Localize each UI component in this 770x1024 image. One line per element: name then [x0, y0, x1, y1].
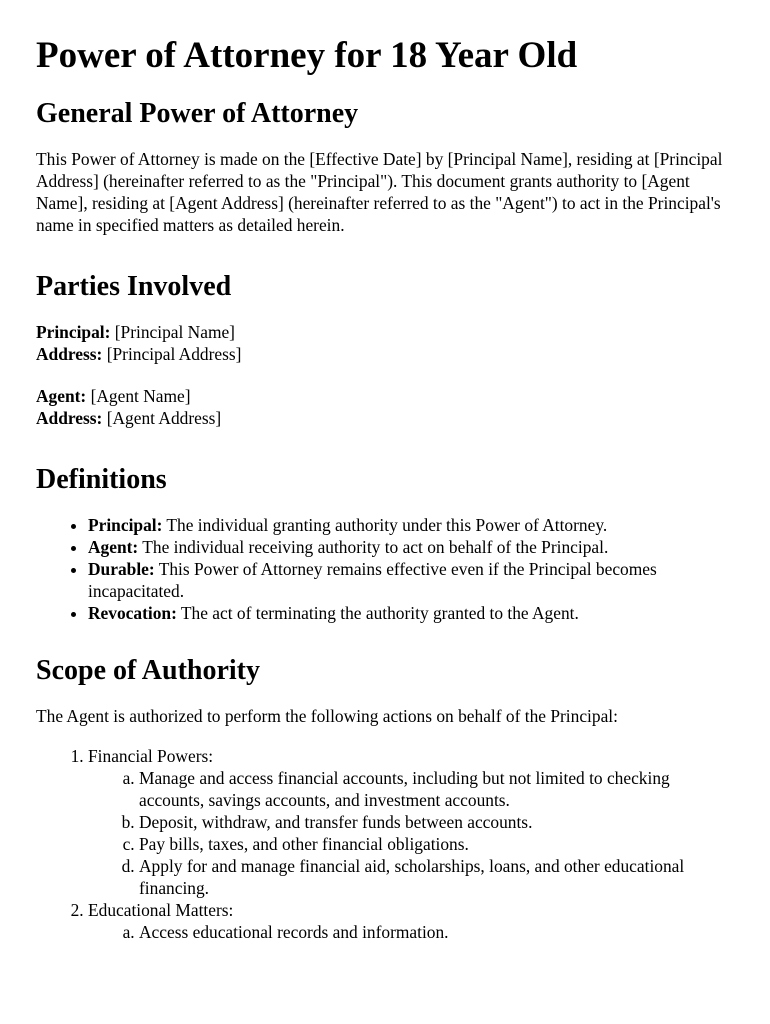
educational-sublist	[88, 921, 734, 943]
scope-item-label: Financial Powers:	[88, 746, 214, 766]
principal-block	[36, 321, 734, 365]
principal-line	[36, 321, 734, 343]
definitions-section	[36, 463, 734, 624]
principal-address-line	[36, 343, 734, 365]
definition-text: This Power of Attorney remains effective even if the Principal becomes incapacitated.	[88, 559, 657, 601]
sub-list-item: b. Deposit, withdraw, and transfer funds between accounts.	[139, 811, 734, 833]
scope-item-educational	[88, 899, 734, 943]
definition-term: Revocation:	[88, 603, 177, 623]
agent-line	[36, 385, 734, 407]
agent-address-line	[36, 407, 734, 429]
parties-heading: Parties Involved	[36, 271, 232, 302]
definition-item	[88, 602, 734, 624]
principal-address-label: Address:	[36, 344, 103, 364]
general-body: This Power of Attorney is made on the [Effective Date] by [Principal Name], residing at [Principal Address] (hereinafter referred to as the "Principal"). This document grants authority to [Agent Name], residing at [Agent Address] (hereinafter referred to as the "Agent") to act in the Principal's name in specified matters as detailed herein.	[36, 149, 723, 235]
scope-item-financial	[88, 745, 734, 899]
principal-address-value: [Principal Address]	[102, 344, 242, 364]
definition-text: The act of terminating the authority granted to the Agent.	[176, 603, 579, 623]
sub-list-item: d. Apply for and manage financial aid, scholarships, loans, and other educational financing.	[139, 855, 734, 899]
definition-term: Durable:	[88, 559, 155, 579]
definition-term: Agent:	[88, 537, 139, 557]
financial-sublist	[88, 767, 734, 899]
parties-section	[36, 270, 734, 429]
definitions-heading: Definitions	[36, 464, 167, 495]
principal-value: [Principal Name]	[110, 322, 235, 342]
definition-item	[88, 558, 734, 602]
scope-list	[36, 745, 734, 943]
general-section	[36, 97, 734, 236]
general-heading: General Power of Attorney	[36, 98, 359, 129]
definitions-list	[36, 514, 734, 624]
scope-heading: Scope of Authority	[36, 655, 260, 686]
definition-text: The individual receiving authority to act on behalf of the Principal.	[138, 537, 609, 557]
agent-address-label: Address:	[36, 408, 103, 428]
agent-value: [Agent Name]	[86, 386, 191, 406]
definition-item	[88, 536, 734, 558]
agent-block	[36, 385, 734, 429]
sub-list-item: a. Manage and access financial accounts, including but not limited to checking accounts, savings accounts, and investment accounts.	[139, 767, 734, 811]
scope-intro: The Agent is authorized to perform the following actions on behalf of the Principal:	[36, 706, 618, 726]
scope-section	[36, 654, 734, 943]
sub-list-item: c. Pay bills, taxes, and other financial obligations.	[139, 833, 734, 855]
document-title: Power of Attorney for 18 Year Old	[36, 35, 578, 76]
agent-address-value: [Agent Address]	[102, 408, 222, 428]
scope-item-label: Educational Matters:	[88, 900, 234, 920]
principal-label: Principal:	[36, 322, 111, 342]
definition-term: Principal:	[88, 515, 163, 535]
definition-item	[88, 514, 734, 536]
definition-text: The individual granting authority under this Power of Attorney.	[162, 515, 608, 535]
agent-label: Agent:	[36, 386, 87, 406]
sub-list-item: a. Access educational records and information.	[139, 921, 734, 943]
